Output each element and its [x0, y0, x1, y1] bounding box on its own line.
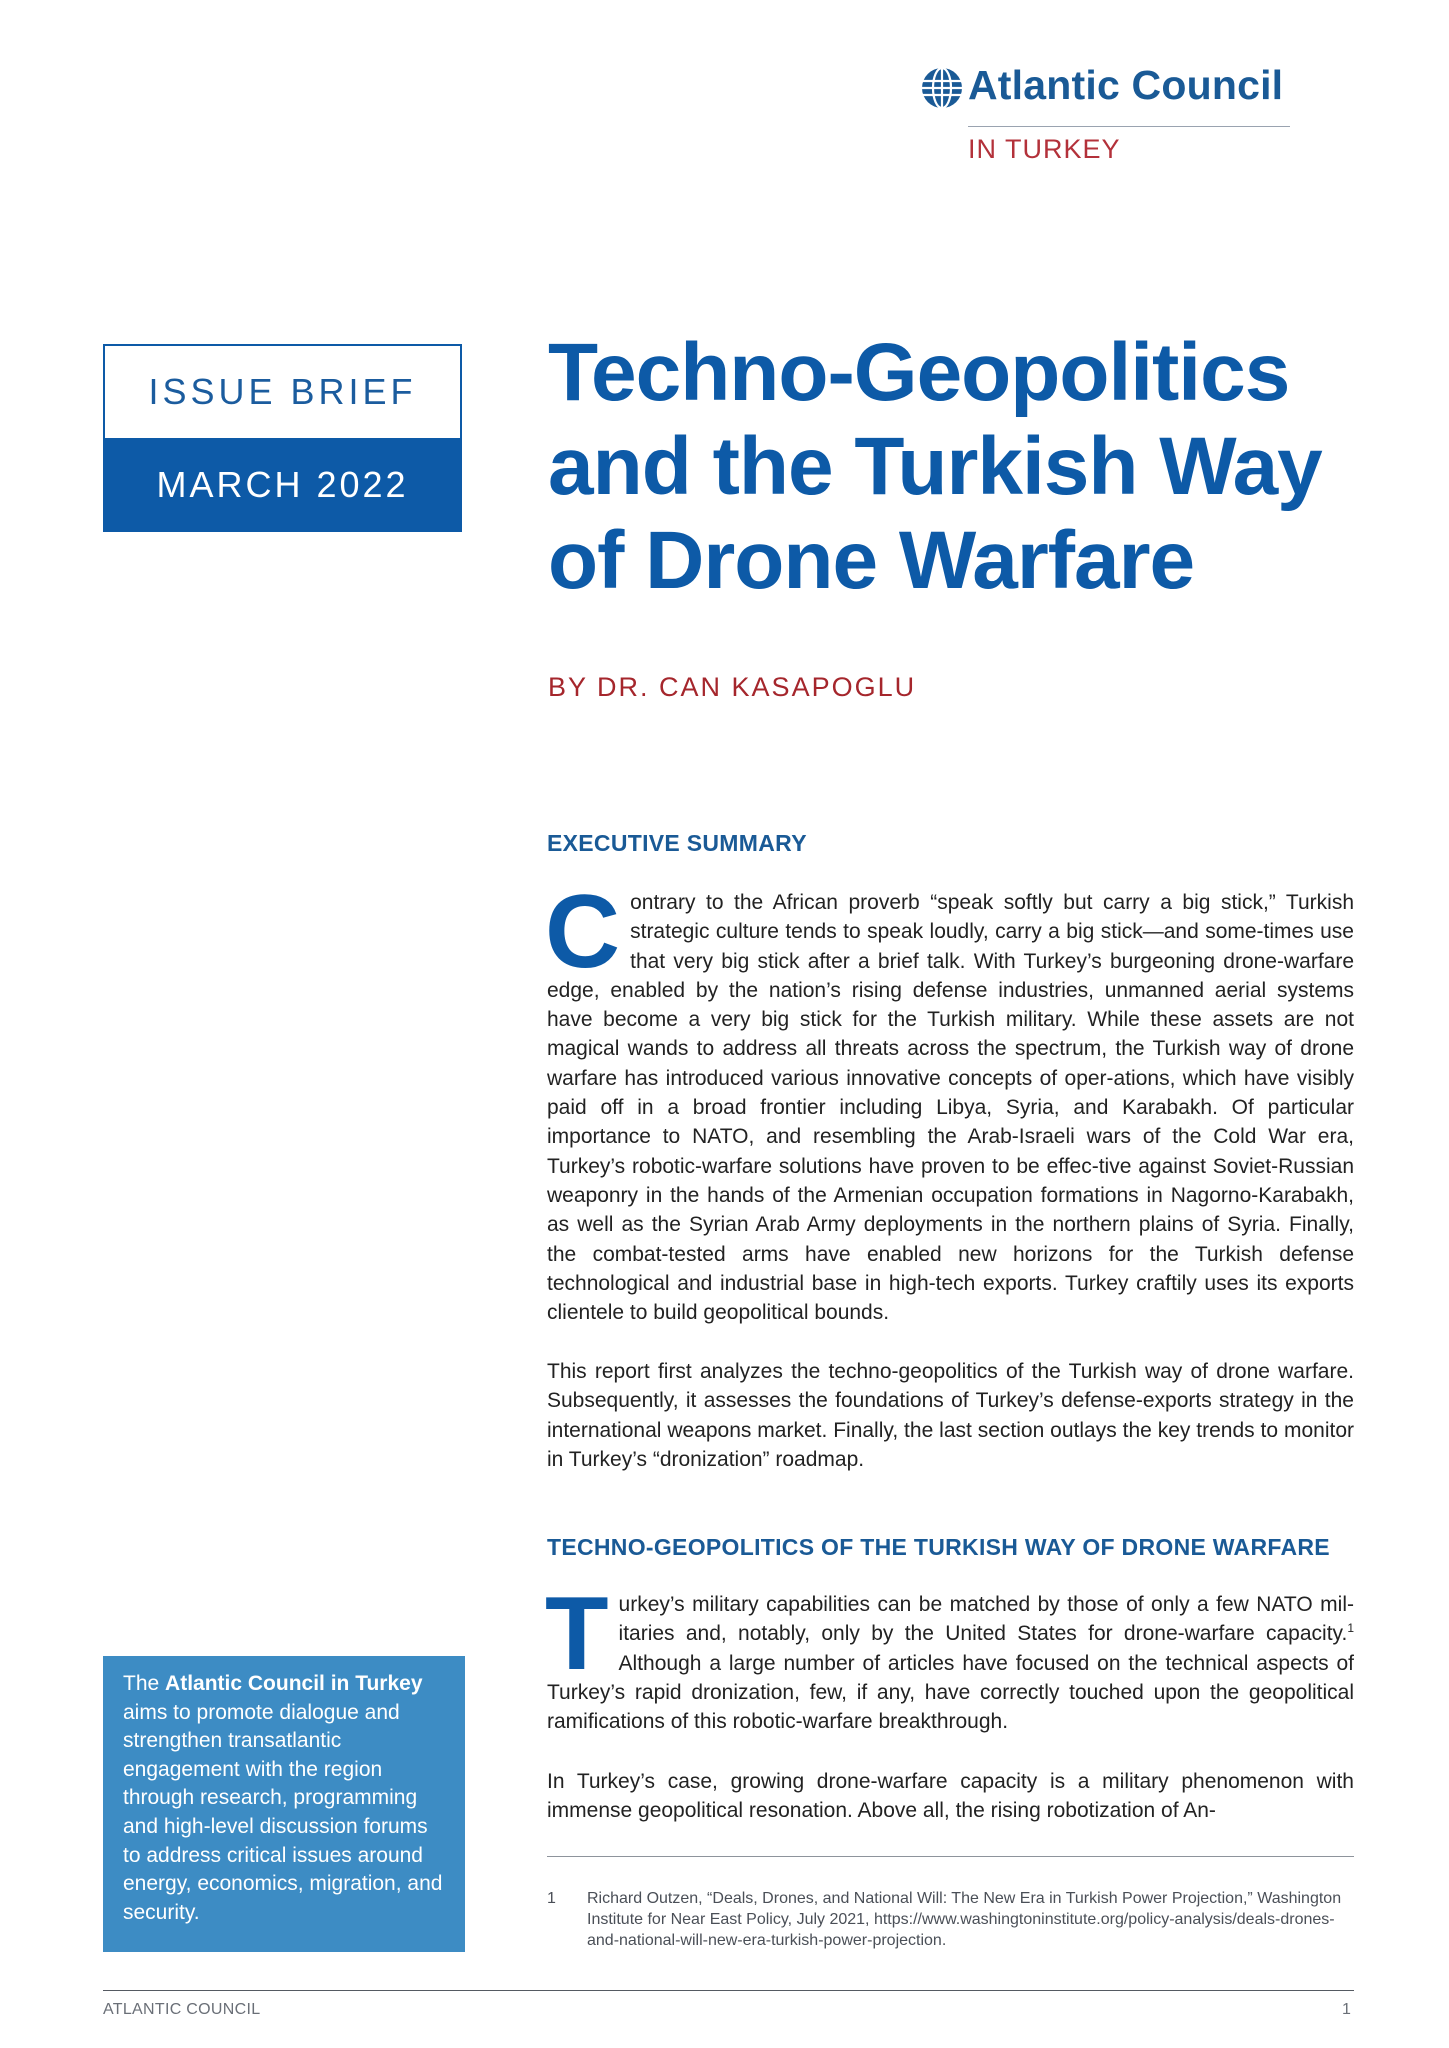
atlantic-council-logo: [920, 62, 1290, 172]
footnote-divider: [547, 1856, 1354, 1857]
logo-divider: [968, 126, 1290, 127]
techno-geopolitics-paragraph-1: [545, 1576, 1354, 1736]
drop-cap: C: [545, 874, 621, 990]
title-line-2: and the Turkish Way: [548, 421, 1322, 512]
title-line-1: Techno-Geopolitics: [548, 327, 1290, 418]
author-byline: BY DR. CAN KASAPOGLU: [548, 672, 917, 702]
techno-geopolitics-heading: TECHNO-GEOPOLITICS OF THE TURKISH WAY OF DRONE WARFARE: [547, 1534, 1330, 1560]
drop-cap: T: [545, 1576, 609, 1692]
about-sidebar: [103, 1656, 465, 1952]
paragraph-text-b: Although a large number of articles have focused on the technical aspects of Turkey’s rapid dronization, few, if any, have correctly touched upon the geopolitical ramifications of this robotic-warfare breakthrough.: [547, 1651, 1354, 1734]
page-number: 1: [1342, 2001, 1351, 2018]
sidebar-org-name: Atlantic Council in Turkey: [165, 1672, 423, 1695]
globe-icon: [920, 66, 964, 110]
footnote-text: Richard Outzen, “Deals, Drones, and National Will: The New Era in Turkish Power Projection,” Washington Institute for Near East Policy, July 2021, https://www.washingtoninstitute.org/policy-analysis/deals-drones-and-national-will-new-era-turkish-power-projection.: [587, 1890, 1342, 1949]
brief-type: ISSUE BRIEF: [103, 344, 462, 440]
paragraph-text: ontrary to the African proverb “speak softly but carry a big stick,” Turkish strategic culture tends to speak loudly, carry a big stick—and some-times use that very big stick after a brief talk. With Turkey’s burgeoning drone-warfare edge, enabled by the nation’s rising defense industries, unmanned aerial systems have become a very big stick for the Turkish military. While these assets are not magical wands to address all threats across the spectrum, the Turkish way of drone warfare has introduced various innovative concepts of oper-ations, which have visibly paid off in a broad frontier including Libya, Syria, and Karabakh. Of particular importance to NATO, and resembling the Arab-Israeli wars of the Cold War era, Turkey’s robotic-warfare solutions have proven to be effec-tive against Soviet-Russian weaponry in the hands of the Armenian occupation formations in Nagorno-Karabakh, as well as the Syrian Arab Army deployments in the northern plains of Syria. Finally, the combat-tested arms have enabled new horizons for the Turkish defense technological and industrial base in high-tech exports. Turkey craftily uses its exports clientele to build geopolitical bounds.: [547, 891, 1354, 1325]
page-title: [548, 326, 1378, 608]
footnote-number: 1: [547, 1890, 556, 1907]
issue-brief-box: [103, 344, 462, 532]
org-name: Atlantic Council: [968, 62, 1284, 108]
paragraph-text-a: urkey’s military capabilities can be matched by those of only a few NATO mil-itaries and, notably, only by the United States for drone-warfare capacity.: [618, 1593, 1354, 1646]
footer-org-name: ATLANTIC COUNCIL: [103, 2001, 261, 2018]
techno-geopolitics-paragraph-2: In Turkey’s case, growing drone-warfare capacity is a military phenomenon with immense geopolitical resonation. Above all, the rising robotization of An-: [547, 1770, 1354, 1823]
sidebar-text: aims to promote dialogue and strengthen transatlantic engagement with the region through research, programming and high-level discussion forums to address critical issues around energy, economics, migration, and security.: [123, 1700, 443, 1924]
executive-summary-paragraph-2: This report first analyzes the techno-geopolitics of the Turkish way of drone warfare. Subsequently, it assesses the foundations of Turkey’s defense-exports strategy in the international weapons market. Finally, the last section outlays the key trends to monitor in Turkey’s “dronization” roadmap.: [547, 1360, 1354, 1471]
executive-summary-paragraph-1: [545, 874, 1354, 1327]
title-line-3: of Drone Warfare: [548, 515, 1195, 606]
footer-divider: [103, 1990, 1354, 1991]
brief-date: MARCH 2022: [103, 438, 462, 532]
executive-summary-heading: EXECUTIVE SUMMARY: [547, 830, 807, 856]
org-subtitle: IN TURKEY: [968, 134, 1121, 164]
footnote-reference[interactable]: 1: [1347, 1621, 1354, 1636]
sidebar-prefix: The: [123, 1672, 166, 1695]
